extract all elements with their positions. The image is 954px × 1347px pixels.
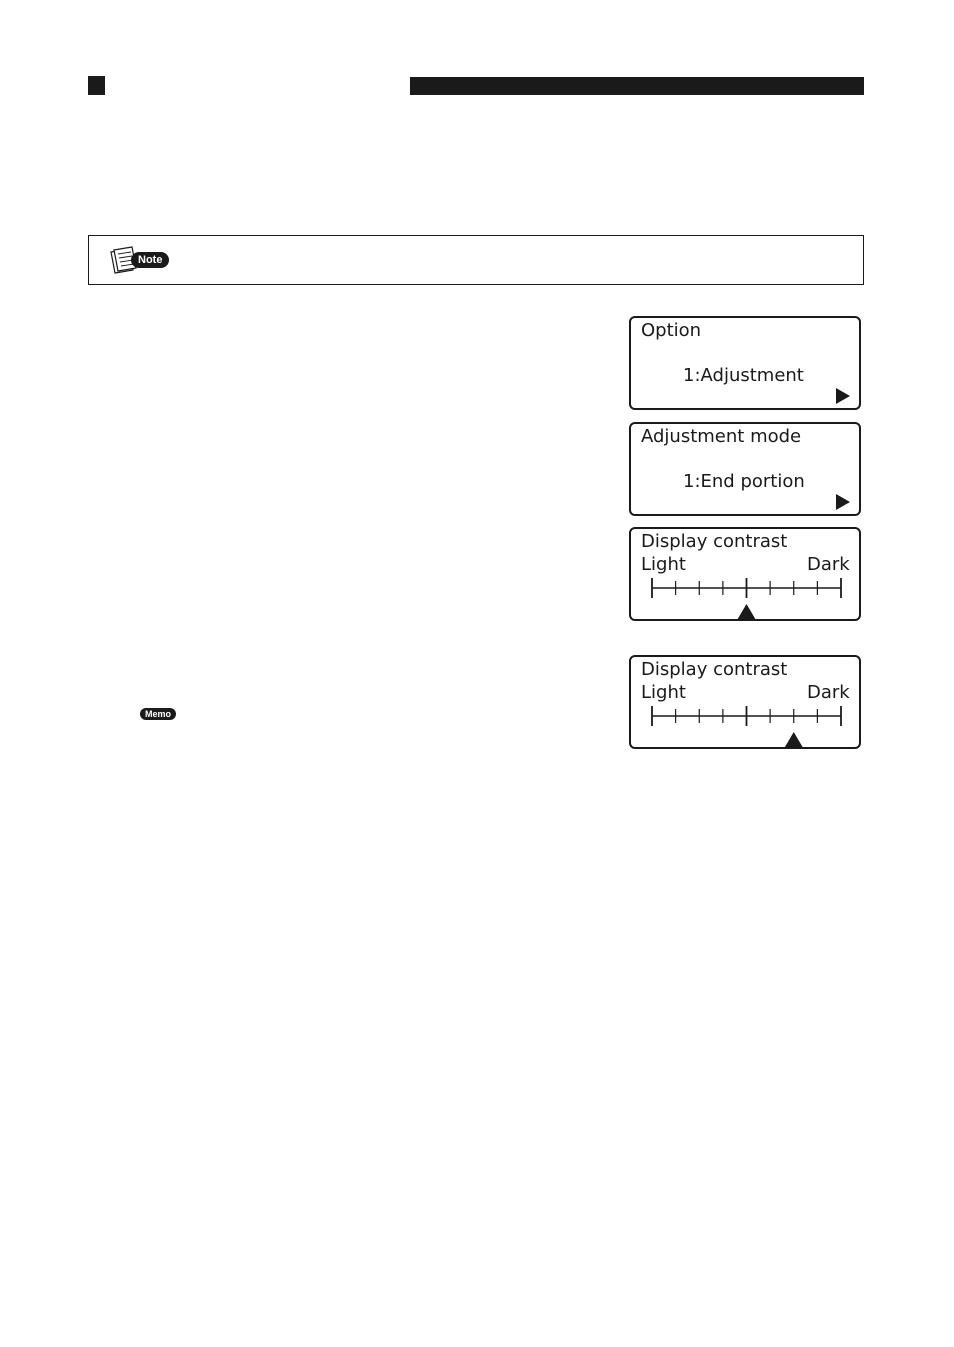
right-arrow-icon: [836, 388, 850, 404]
lcd-line-2: 1:End portion: [683, 471, 805, 492]
lcd-line-2: 1:Adjustment: [683, 365, 804, 386]
lcd-line-1: Adjustment mode: [641, 426, 802, 447]
contrast-scale: [645, 705, 845, 745]
note-label: Note: [131, 252, 169, 268]
section-marker-square: [88, 76, 105, 95]
right-arrow-icon: [836, 494, 850, 510]
contrast-dark-label: Dark: [807, 682, 850, 703]
contrast-light-label: Light: [641, 554, 686, 575]
contrast-scale: [645, 577, 845, 617]
note-box: [88, 235, 864, 285]
lcd-screen-contrast-adjusted: [629, 655, 861, 749]
lcd-title: Display contrast: [641, 659, 788, 680]
header-bar: [410, 77, 864, 95]
lcd-screen-adjustment-mode: [629, 422, 861, 516]
contrast-marker-icon: [784, 732, 804, 749]
lcd-line-1: Option: [641, 320, 702, 341]
contrast-marker-icon: [737, 604, 757, 621]
contrast-light-label: Light: [641, 682, 686, 703]
contrast-dark-label: Dark: [807, 554, 850, 575]
lcd-screen-contrast-default: [629, 527, 861, 621]
memo-badge: Memo: [140, 708, 176, 720]
lcd-screen-option: [629, 316, 861, 410]
lcd-title: Display contrast: [641, 531, 788, 552]
